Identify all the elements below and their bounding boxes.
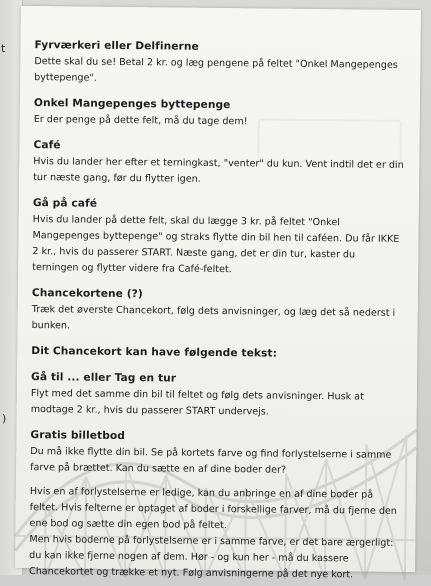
section-heading: Gå på café — [32, 197, 98, 210]
section-paragraph: Men hvis boderne på forlystelserne er i samme farve, er det bare ærgerligt: du kan ikke fjerne nogen af dem. Hør - og kun her - må du kassere Chancekortet og trække et nyt. Følg anvisningerne på det nye kort. — [28, 534, 394, 581]
section-paragraph: Træk det øverste Chancekort, følg dets anvisninger, og læg det så nederst i bunken. — [31, 304, 396, 332]
rule-sheet — [15, 6, 421, 581]
section-paragraph: Flyt med det samme din bil til feltet og følg dets anvisninger. Husk at modtage 2 kr., hvis du passerer START undervejs. — [30, 388, 364, 418]
document-body — [29, 39, 407, 586]
section-heading: Café — [33, 139, 61, 152]
section-paragraph: Du må ikke flytte din bil. Se på kortets farve og find forlystelserne i samme farve på brættet. Kan du sætte en af dine boder der? — [30, 446, 392, 476]
section-gratis-billetbod — [29, 429, 403, 584]
section-paragraph: Dette skal du se! Betal 2 kr. og læg pengene på feltet "Onkel Mangepenges byttepenge". — [34, 56, 398, 84]
section-heading: Chancekortene (?) — [31, 287, 143, 301]
section-chancekort-intro — [31, 345, 403, 361]
section-heading: Onkel Mangepenges byttepenge — [33, 97, 231, 112]
section-paragraph: Hvis en af forlystelserne er ledige, kan du anbringe en af dine boder på feltet. Hvis felterne er optaget af boder i forskellige farver, må du fjerne den ene bod og sætte din egen bod på feltet. — [29, 486, 397, 532]
section-heading: Gå til ... eller Tag en tur — [30, 371, 177, 385]
section-paragraph: Hvis du lander på dette felt, skal du lægge 3 kr. på feltet "Onkel Mangepenges byttepenge" og straks flytte din bil hen til caféen. Du får IKKE 2 kr., hvis du passerer START. Næste gang, det er din tur, kaster du terningen og flytter videre fra Café-feltet. — [32, 214, 400, 276]
section-heading: Gratis billetbod — [30, 429, 126, 443]
section-heading: Fyrværkeri eller Delfinerne — [34, 39, 199, 53]
section-chancekortene — [32, 287, 404, 338]
section-paragraph: Er der penge på dette felt, må du tage dem! — [33, 114, 248, 128]
section-gaa-paa-cafe — [32, 197, 405, 280]
section-heading: Dit Chancekort kan have følgende tekst: — [31, 345, 278, 360]
section-paragraph: Hvis du lander her efter et terningkast, "venter" du kun. Vent indtil det er din tur næste gang, før du flytter igen. — [33, 156, 404, 185]
section-fyrvaerkeri — [34, 39, 406, 90]
previous-page-text-fragment: ) — [2, 412, 7, 425]
section-byttepenge — [34, 97, 406, 132]
section-gaa-til — [31, 371, 403, 422]
previous-page-text-fragment: t — [1, 42, 6, 55]
section-cafe — [33, 139, 405, 190]
